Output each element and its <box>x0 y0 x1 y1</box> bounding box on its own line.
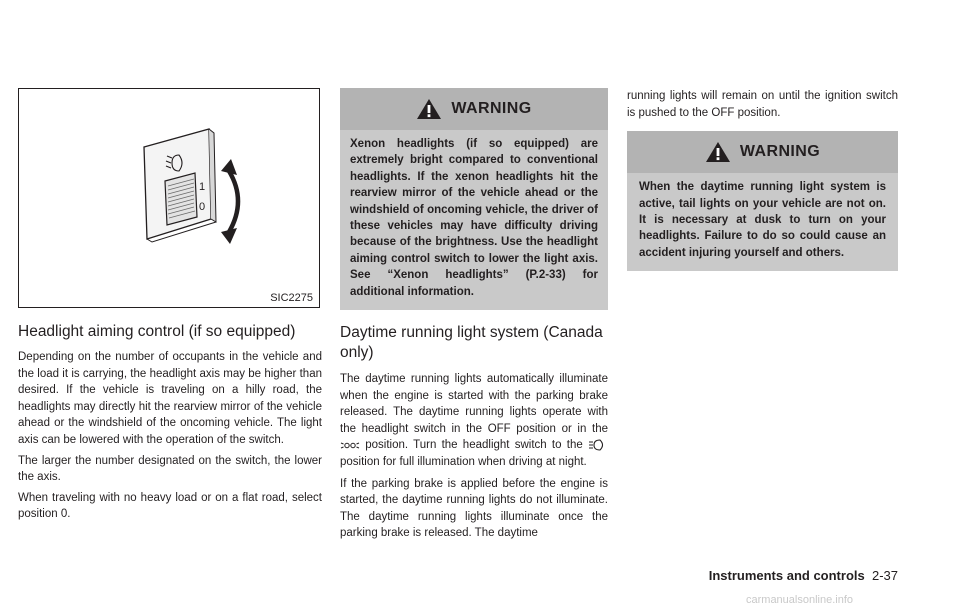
headlight-icon <box>588 439 608 451</box>
warning-text: When the daytime running light system is active, tail lights on your vehicle are not on. It is necessary at dusk to turn on your headlights. Failure to do so could cause an accident injuring yourself and others. <box>639 181 886 259</box>
page-footer <box>708 568 898 583</box>
right-column <box>627 88 898 271</box>
drl-warning-box <box>627 131 898 271</box>
paragraph: If the parking brake is applied before the engine is started, the daytime running lights do not illuminate. The daytime running lights illuminate once the parking brake is released. The daytime <box>340 477 608 540</box>
paragraph: When traveling with no heavy load or on a flat road, select position 0. <box>18 491 322 521</box>
section-heading-drl: Daytime running light system (Canada only) <box>340 324 603 362</box>
parking-lights-icon <box>340 440 360 451</box>
text-segment: position. Turn the headlight switch to the <box>365 439 583 452</box>
switch-digit-zero: 0 <box>199 201 206 213</box>
paragraph: The larger the number designated on the switch, the lower the axis. <box>18 454 322 484</box>
headlight-aiming-figure <box>18 88 320 308</box>
section-heading-aiming: Headlight aiming control (if so equipped) <box>18 323 296 340</box>
figure-code: SIC2275 <box>270 292 313 304</box>
warning-triangle-icon <box>705 141 731 163</box>
warning-header <box>340 88 608 130</box>
warning-title: WARNING <box>739 143 821 161</box>
left-column <box>18 88 322 523</box>
watermark: carmanualsonline.info <box>746 594 854 606</box>
middle-column <box>340 88 608 542</box>
aiming-switch-illustration <box>19 89 319 289</box>
warning-triangle-icon <box>416 98 442 120</box>
paragraph: Depending on the number of occupants in the vehicle and the load it is carrying, the headlight axis may be higher than desired. If the vehicle is traveling on a hilly road, the headlights may directly hit the rearview mirror of the vehicle ahead or the windshield of the oncoming vehicle. The light axis can be lowered with the operation of the switch. <box>18 351 322 446</box>
switch-digit-one: 1 <box>199 181 206 193</box>
warning-header <box>627 131 898 173</box>
warning-text: Xenon headlights (if so equipped) are extremely bright compared to conventional headlights. If the xenon headlights hit the rearview mirror of the vehicle ahead or the windshield of oncoming vehicle, the driver of these vehicles may have difficulty driving because of the brightness. Use the headlight aiming control switch to lower the light axis. See “Xenon headlights” (P.2-33) for additional information. <box>350 138 598 298</box>
paragraph: running lights will remain on until the ignition switch is pushed to the OFF position. <box>627 90 898 119</box>
text-segment: position for full illumination when driving at night. <box>340 456 587 469</box>
xenon-warning-box <box>340 88 608 310</box>
text-segment: The daytime running lights automatically illuminate when the engine is started with the parking brake released. The daytime running lights operate with the headlight switch in the OFF position or in the <box>340 373 608 435</box>
warning-title: WARNING <box>451 100 532 117</box>
footer-section: Instruments and controls <box>708 568 865 583</box>
paragraph <box>340 371 608 471</box>
page-number: 2-37 <box>871 568 898 583</box>
